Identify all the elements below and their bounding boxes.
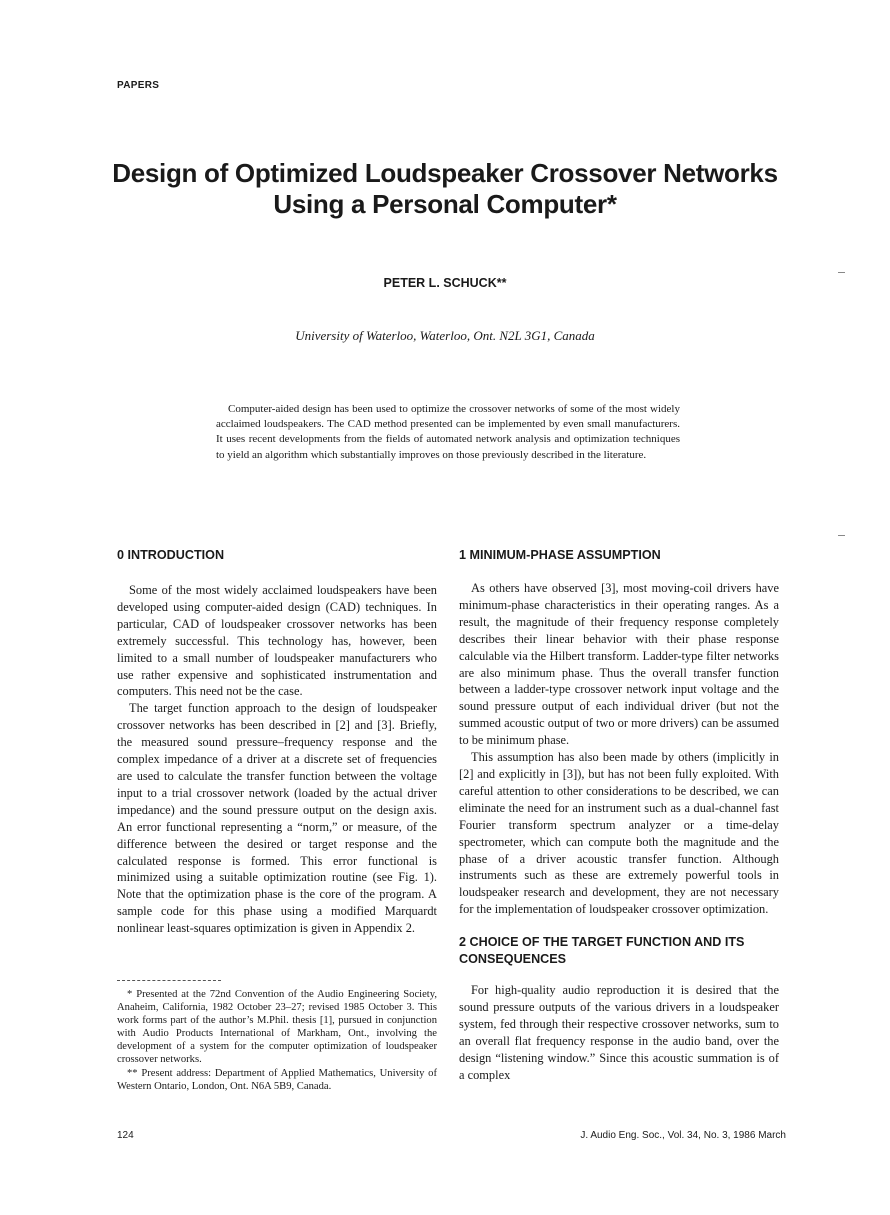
- footnote: * Presented at the 72nd Convention of the Audio Engineering Society, Anaheim, California, 1982 October 23–27; revised 1985 October 3. This work forms part of the author’s M.Phil. thesis [1], pursued in conjunction with Audio Products International of Markham, Ont., involving the development of a system for the computer optimization of loudspeaker crossover networks.: [117, 989, 437, 1066]
- paragraph: Some of the most widely acclaimed loudspeakers have been developed using computer-aided design (CAD) techniques. In particular, CAD of loudspeaker crossover networks has been extremely successful. This technology has, however, been limited to a small number of loudspeaker manufacturers who use rather expensive and sophisticated instrumentation and computers. This need not be the case.: [117, 583, 437, 699]
- paragraph: The target function approach to the design of loudspeaker crossover networks has been described in [2] and [3]. Briefly, the measured sound pressure–frequency response and the complex impedance of a driver at a discrete set of frequencies are used to calculate the transfer function between the voltage input to a trial crossover network (loaded by the actual driver impedance) and the sound pressure output on the design axis. An error functional representing a “norm,” or measure, of the difference between the desired or target response and the calculated response is formed. This error functional is minimized using a suitable optimization routine (see Fig. 1). Note that the optimization phase is the core of the program. A sample code for this phase using a modified Marquardt nonlinear least-squares optimization is given in Appendix 2.: [117, 701, 437, 936]
- left-column: [117, 547, 437, 937]
- title-line-1: Design of Optimized Loudspeaker Crossover Networks: [112, 158, 778, 188]
- scan-mark: [838, 272, 845, 273]
- title-line-2: Using a Personal Computer*: [273, 189, 617, 219]
- paragraph: For high-quality audio reproduction it is desired that the sound pressure outputs of the various drivers in a loudspeaker system, fed through their respective crossover networks, sum to an overall flat frequency response in the audio band, over the design “listening window.” Since this acoustic summation is of a complex: [459, 983, 779, 1082]
- section-heading-target-function: 2 CHOICE OF THE TARGET FUNCTION AND ITS CONSEQUENCES: [459, 935, 745, 967]
- section-heading-minimum-phase: 1 MINIMUM-PHASE ASSUMPTION: [459, 548, 661, 562]
- footnotes: [117, 988, 437, 1093]
- right-column: [459, 547, 779, 1084]
- journal-reference: J. Audio Eng. Soc., Vol. 34, No. 3, 1986 March: [580, 1130, 786, 1141]
- author-name: PETER L. SCHUCK**: [383, 276, 507, 290]
- footnote: ** Present address: Department of Applied Mathematics, University of Western Ontario, London, Ont. N6A 5B9, Canada.: [117, 1067, 437, 1092]
- section-heading-introduction: 0 INTRODUCTION: [117, 548, 225, 562]
- paper-title: [90, 158, 800, 220]
- footnote-divider: [117, 980, 221, 981]
- paragraph: As others have observed [3], most moving-coil drivers have minimum-phase characteristics in their operating ranges. As a result, the magnitude of their frequency response completely describes their linear behavior with their phase response calculable via the Hilbert transform. Ladder-type filter networks are also minimum phase. Thus the overall transfer function between a ladder-type crossover network input voltage and the sound pressure output of each individual driver (but not the summed acoustic output of two or more drivers) can be assumed to be minimum phase.: [459, 581, 780, 748]
- author-affiliation: University of Waterloo, Waterloo, Ont. N2L 3G1, Canada: [295, 328, 595, 343]
- abstract: Computer-aided design has been used to optimize the crossover networks of some of the most widely acclaimed loudspeakers. The CAD method presented can be implemented by even small manufacturers. It uses recent developments from the fields of automated network analysis and optimization techniques to yield an algorithm which substantially improves on those previously described in the literature.: [216, 403, 680, 461]
- paragraph: This assumption has also been made by others (implicitly in [2] and explicitly in [3]), but has not been fully exploited. With careful attention to other considerations to be described, we can eliminate the need for an instrument such as a dual-channel fast Fourier transform spectrum analyzer or a time-delay spectrometer, which can compute both the magnitude and the phase of a driver acoustic transfer function. Although instruments such as these are extremely powerful tools in loudspeaker research and development, they are not necessary for the implementation of loudspeaker crossover optimization.: [459, 750, 779, 917]
- page-number: 124: [117, 1130, 134, 1141]
- scan-mark: [838, 535, 845, 536]
- section-tag: PAPERS: [117, 80, 160, 91]
